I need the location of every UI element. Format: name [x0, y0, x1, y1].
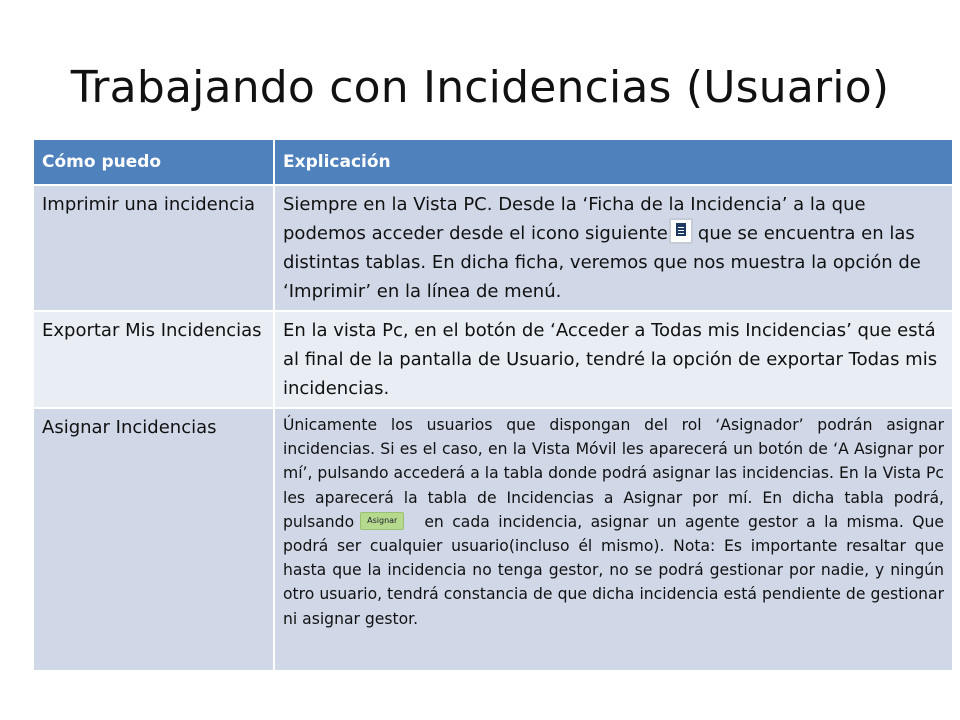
header-explanation: Explicación: [274, 140, 953, 185]
row-task: Exportar Mis Incidencias: [34, 311, 274, 408]
row-explanation: [274, 408, 953, 670]
table-row: [34, 311, 953, 408]
explanation-text: en cada incidencia, asignar un agente gestor a la misma. Que podrá ser cualquier usuario(incluso él mismo). Nota: Es importante resaltar que hasta que la incidencia no tenga gestor, no se podrá gestionar por nadie, y ningún otro usuario, tendrá constancia de que dicha incidencia está pendiente de gestionar ni asignar gestor.: [283, 512, 944, 628]
document-icon: [670, 219, 692, 243]
slide-title: Trabajando con Incidencias (Usuario): [70, 62, 890, 113]
explanation-text: que se encuentra en las distintas tablas. En dicha ficha, veremos que nos muestra la opción de ‘Imprimir’ en la línea de menú.: [283, 223, 921, 302]
row-explanation: [274, 185, 953, 311]
row-task: Imprimir una incidencia: [34, 185, 274, 311]
explanation-text: Únicamente los usuarios que dispongan del rol ‘Asignador’ podrán asignar incidencias. Si es el caso, en la Vista Móvil les aparecerá un botón de ‘A Asignar por mí’, pulsando accederá a la tabla donde podrá asignar las incidencias. En la Vista Pc les aparecerá la tabla de Incidencias a Asignar por mí. En dicha tabla podrá, pulsando: [283, 416, 944, 531]
how-to-table: [34, 140, 954, 670]
table-row: [34, 185, 953, 311]
row-explanation: En la vista Pc, en el botón de ‘Acceder a Todas mis Incidencias’ que está al final de la pantalla de Usuario, tendré la opción de exportar Todas mis incidencias.: [274, 311, 953, 408]
table-header-row: [34, 140, 953, 185]
assign-button[interactable]: Asignar: [360, 512, 404, 530]
header-how: Cómo puedo: [34, 140, 274, 185]
explanation-text: Siempre en la Vista PC. Desde la ‘Ficha de la Incidencia’ a la que podemos acceder desde el icono siguiente: [283, 194, 866, 244]
table-row: [34, 408, 953, 670]
row-task: Asignar Incidencias: [34, 408, 274, 670]
